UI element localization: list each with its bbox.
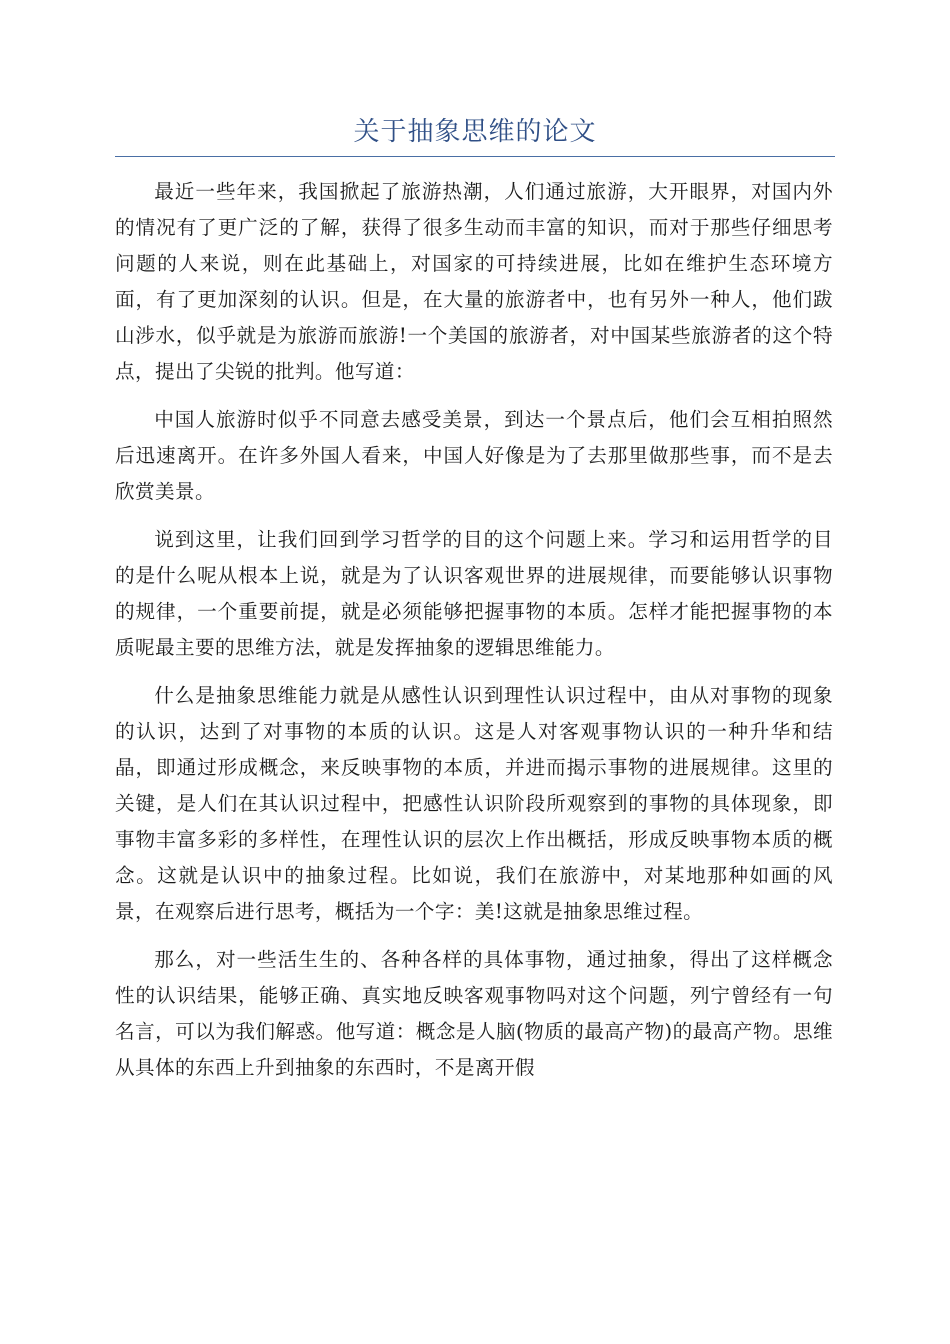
paragraph-1: 最近一些年来，我国掀起了旅游热潮，人们通过旅游，大开眼界，对国内外的情况有了更广泛的了解，获得了很多生动而丰富的知识，而对于那些仔细思考问题的人来说，则在此基础上，对国家的可持续进展，比如在维护生态环境方面，有了更加深刻的认识。但是，在大量的旅游者中，也有另外一种人，他们跋山涉水，似乎就是为旅游而旅游!一个美国的旅游者，对中国某些旅游者的这个特点，提出了尖锐的批判。他写道： [115, 180, 833, 383]
document-body [115, 174, 833, 1098]
title-block [115, 112, 835, 157]
paragraph-5: 那么，对一些活生生的、各种各样的具体事物，通过抽象，得出了这样概念性的认识结果，能够正确、真实地反映客观事物吗对这个问题，列宁曾经有一句名言，可以为我们解惑。他写道：概念是人脑(物质的最高产物)的最高产物。思维从具体的东西上升到抽象的东西时，不是离开假 [115, 948, 833, 1079]
paragraph-2: 中国人旅游时似乎不同意去感受美景，到达一个景点后，他们会互相拍照然后迅速离开。在许多外国人看来，中国人好像是为了去那里做那些事，而不是去欣赏美景。 [115, 408, 833, 503]
paragraph-3: 说到这里，让我们回到学习哲学的目的这个问题上来。学习和运用哲学的目的是什么呢从根本上说，就是为了认识客观世界的进展规律，而要能够认识事物的规律，一个重要前提，就是必须能够把握事物的本质。怎样才能把握事物的本质呢最主要的思维方法，就是发挥抽象的逻辑思维能力。 [115, 528, 833, 659]
document-title: 关于抽象思维的论文 [353, 117, 597, 147]
paragraph-4: 什么是抽象思维能力就是从感性认识到理性认识过程中，由从对事物的现象的认识，达到了对事物的本质的认识。这是人对客观事物认识的一种升华和结晶，即通过形成概念，来反映事物的本质，并进而揭示事物的进展规律。这里的关键，是人们在其认识过程中，把感性认识阶段所观察到的事物的具体现象，即事物丰富多彩的多样性，在理性认识的层次上作出概括，形成反映事物本质的概念。这就是认识中的抽象过程。比如说，我们在旅游中，对某地那种如画的风景，在观察后进行思考，概括为一个字：美!这就是抽象思维过程。 [115, 684, 833, 923]
